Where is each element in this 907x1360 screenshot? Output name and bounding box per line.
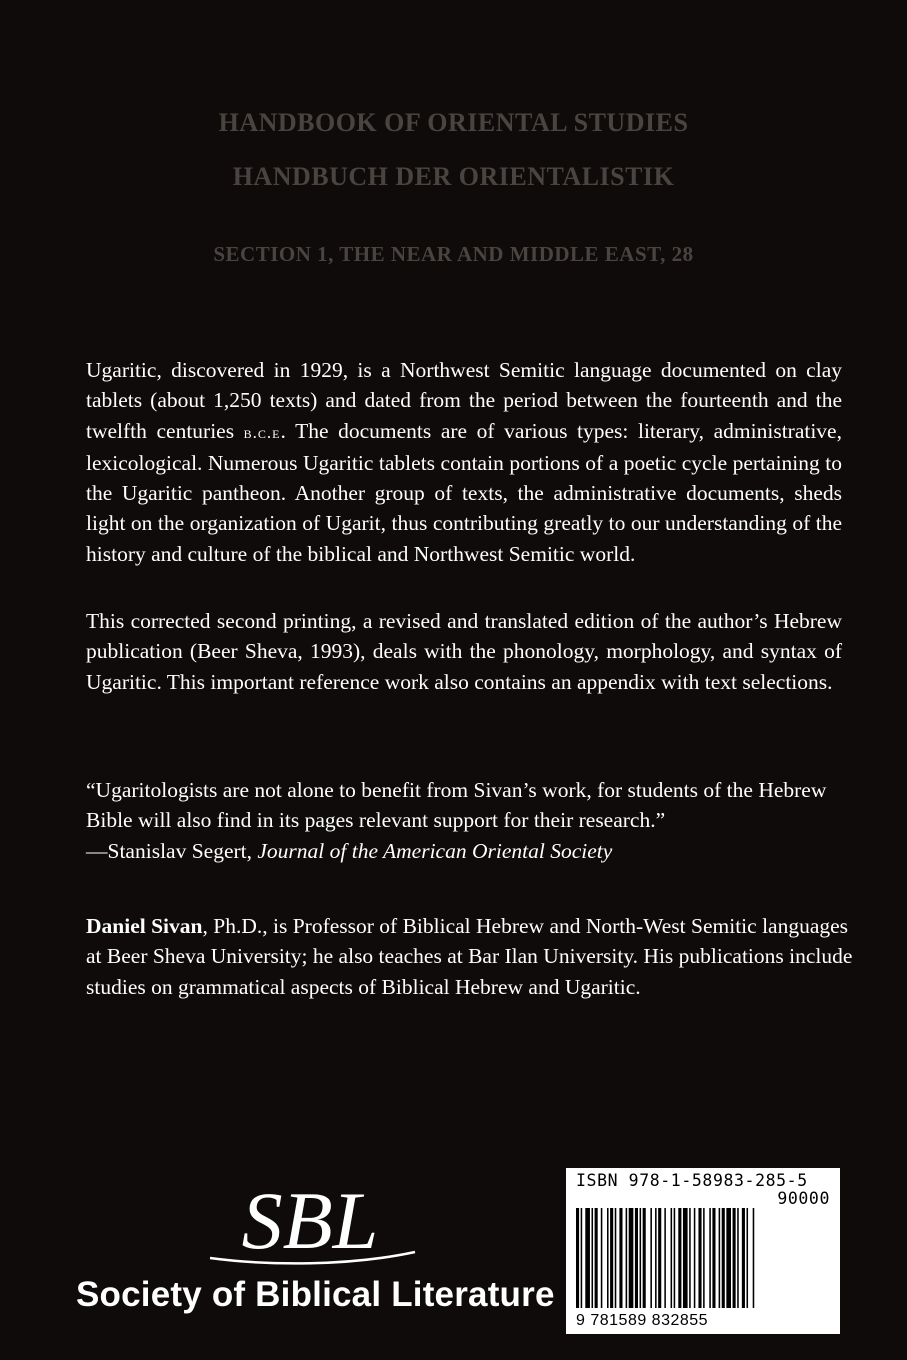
barcode-bar xyxy=(658,1208,661,1308)
barcode-bar xyxy=(689,1208,691,1308)
isbn-number: ISBN 978-1-58983-285-5 xyxy=(576,1171,808,1190)
description-paragraph-2: This corrected second printing, a revised and translated edition of the author’s Hebrew publication (Beer Sheva, 1993), deals with the phonology, morphology, and syntax of Ugaritic. This important reference work also contains an appendix with text selections. xyxy=(86,609,842,694)
series-title-german: HANDBUCH DER ORIENTALISTIK xyxy=(232,162,675,191)
isbn-barcode xyxy=(566,1168,840,1334)
barcode-bar xyxy=(678,1208,681,1308)
barcode-bar xyxy=(626,1208,628,1308)
barcode-bar xyxy=(753,1208,755,1308)
publisher-name: Society of Biblical Literature xyxy=(76,1275,555,1314)
price-code: 90000 xyxy=(777,1189,830,1208)
barcode-bar xyxy=(671,1208,673,1308)
barcode-bar xyxy=(655,1208,657,1308)
barcode-bar xyxy=(595,1208,598,1308)
barcode-bar xyxy=(615,1208,617,1308)
barcode-bar xyxy=(737,1208,739,1308)
barcode-bar xyxy=(674,1208,676,1308)
series-title-english: HANDBOOK OF ORIENTAL STUDIES xyxy=(218,108,689,137)
barcode-bar xyxy=(733,1208,736,1308)
barcode-bar xyxy=(629,1208,634,1308)
barcode-bar xyxy=(592,1208,594,1308)
barcode-bar xyxy=(581,1208,583,1308)
barcode-bar xyxy=(601,1208,603,1308)
barcode-bar xyxy=(650,1208,652,1308)
barcode-bar xyxy=(585,1208,590,1308)
barcode-bar xyxy=(664,1208,666,1308)
barcode-bar xyxy=(719,1208,721,1308)
barcode-bar xyxy=(747,1208,749,1308)
author-bio: Daniel Sivan, Ph.D., is Professor of Biblical Hebrew and North-West Semitic languages at Beer Sheva University; he also teaches at Bar Ilan University. His publications include studies on grammatical aspects of Biblical Hebrew and Ugaritic. xyxy=(86,914,853,999)
barcode-bar xyxy=(610,1208,613,1308)
quote-source: Journal of the American Oriental Society xyxy=(257,838,613,863)
barcode-digits: 9 781589 832855 xyxy=(576,1312,709,1329)
barcode-bar xyxy=(703,1208,705,1308)
barcode-bar xyxy=(722,1208,725,1308)
barcode-bar xyxy=(607,1208,609,1308)
description-paragraph-1: Ugaritic, discovered in 1929, is a Northwest Semitic language documented on clay tablets (about 1,250 texts) and dated from the period between the fourteenth and the twelfth centuries b.c.e. The documents are of various types: literary, administrative, lexicological. Numerous Ugaritic tablets contain portions of a poetic cycle pertaining to the Ugaritic pantheon. Another group of texts, the administrative documents, sheds light on the organization of Ugarit, thus contributing greatly to our understanding of the history and culture of the biblical and Northwest Semitic world. xyxy=(86,358,842,566)
barcode-bar xyxy=(640,1208,642,1308)
sbl-logo-text: SBL xyxy=(241,1175,379,1266)
barcode-bar xyxy=(726,1208,731,1308)
barcode-bars xyxy=(576,1208,830,1314)
sbl-logo xyxy=(190,1170,430,1270)
review-quote xyxy=(86,775,856,866)
barcode-bar xyxy=(619,1208,622,1308)
quote-text: “Ugaritologists are not alone to benefit from Sivan’s work, for students of the Hebrew Bible will also find in its pages relevant support for their research.” xyxy=(86,778,827,833)
barcode-bar xyxy=(712,1208,715,1308)
barcode-bar xyxy=(742,1208,745,1308)
author-name: Daniel Sivan xyxy=(86,914,203,938)
barcode-bar xyxy=(698,1208,701,1308)
barcode-bar xyxy=(635,1208,638,1308)
barcode-bar xyxy=(709,1208,711,1308)
barcode-bar xyxy=(694,1208,696,1308)
barcode-bar xyxy=(576,1208,579,1308)
quote-attribution: —Stanislav Segert, Journal of the American Oriental Society xyxy=(86,838,613,863)
barcode-bar xyxy=(643,1208,646,1308)
series-section: SECTION 1, THE NEAR AND MIDDLE EAST, 28 xyxy=(213,242,694,266)
barcode-bar xyxy=(683,1208,688,1308)
